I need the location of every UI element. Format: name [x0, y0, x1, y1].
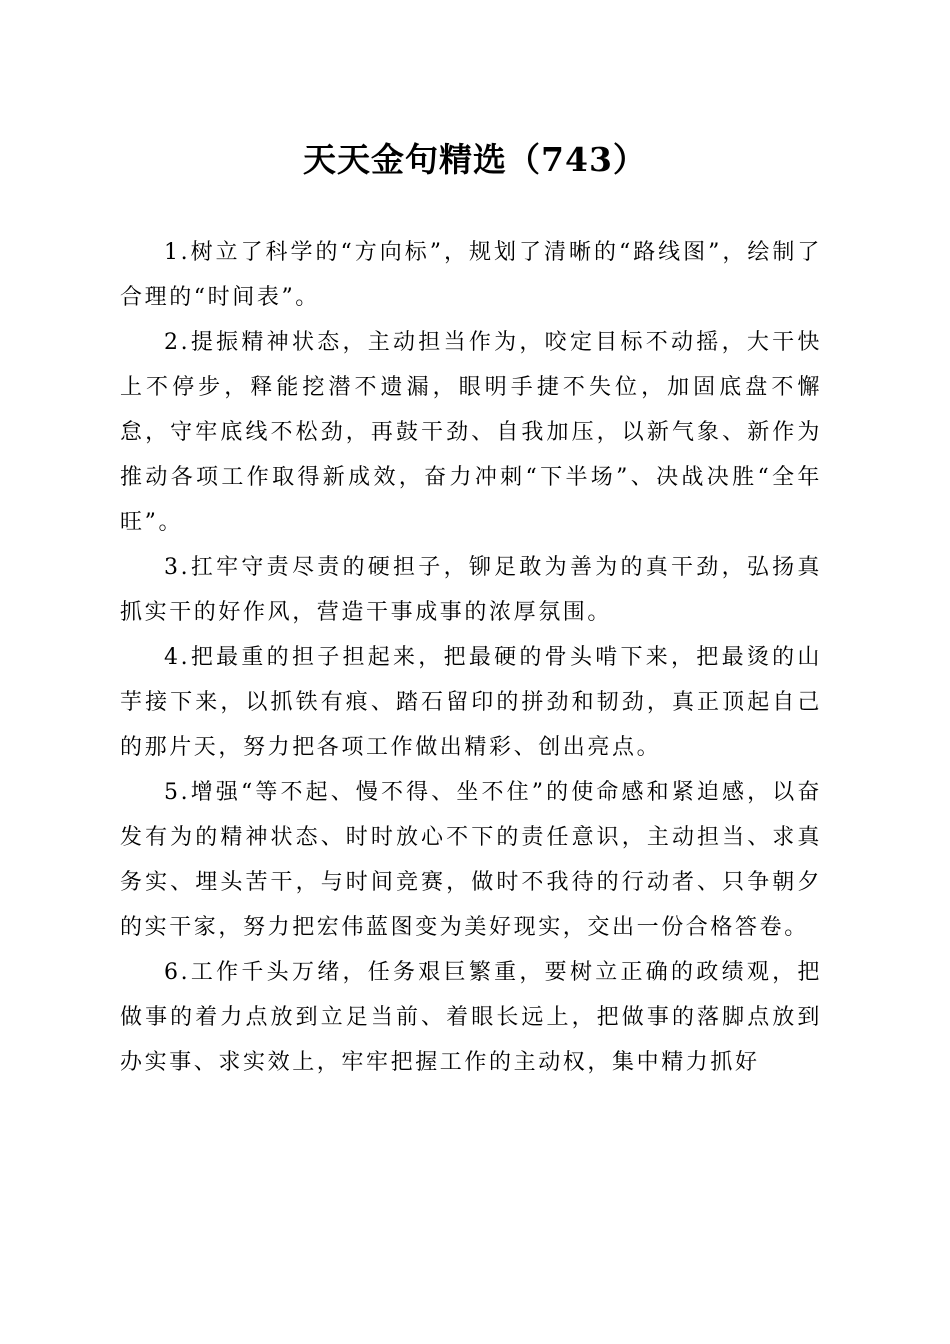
paragraph-4: 4.把最重的担子担起来，把最硬的骨头啃下来，把最烫的山芋接下来，以抓铁有痕、踏石留印的拼劲和韧劲，真正顶起自己的那片天，努力把各项工作做出精彩、创出亮点。	[120, 645, 822, 760]
paragraph-6: 6.工作千头万绪，任务艰巨繁重，要树立正确的政绩观，把做事的着力点放到立足当前、着眼长远上，把做事的落脚点放到办实事、求实效上，牢牢把握工作的主动权，集中精力抓好	[120, 960, 822, 1075]
paragraph-3: 3.扛牢守责尽责的硬担子，铆足敢为善为的真干劲，弘扬真抓实干的好作风，营造干事成事的浓厚氛围。	[120, 555, 822, 625]
document-title: 天天金句精选（743）	[303, 140, 647, 179]
document-body	[120, 230, 822, 1085]
paragraph-2: 2.提振精神状态，主动担当作为，咬定目标不动摇，大干快上不停步，释能挖潜不遗漏，眼明手捷不失位，加固底盘不懈怠，守牢底线不松劲，再鼓干劲、自我加压，以新气象、新作为推动各项工作取得新成效，奋力冲刺“下半场”、决战决胜“全年旺”。	[120, 330, 822, 535]
paragraph-1: 1.树立了科学的“方向标”，规划了清晰的“路线图”，绘制了合理的“时间表”。	[120, 240, 822, 310]
paragraph-5: 5.增强“等不起、慢不得、坐不住”的使命感和紧迫感，以奋发有为的精神状态、时时放心不下的责任意识，主动担当、求真务实、埋头苦干，与时间竞赛，做时不我待的行动者、只争朝夕的实干家，努力把宏伟蓝图变为美好现实，交出一份合格答卷。	[120, 780, 822, 940]
